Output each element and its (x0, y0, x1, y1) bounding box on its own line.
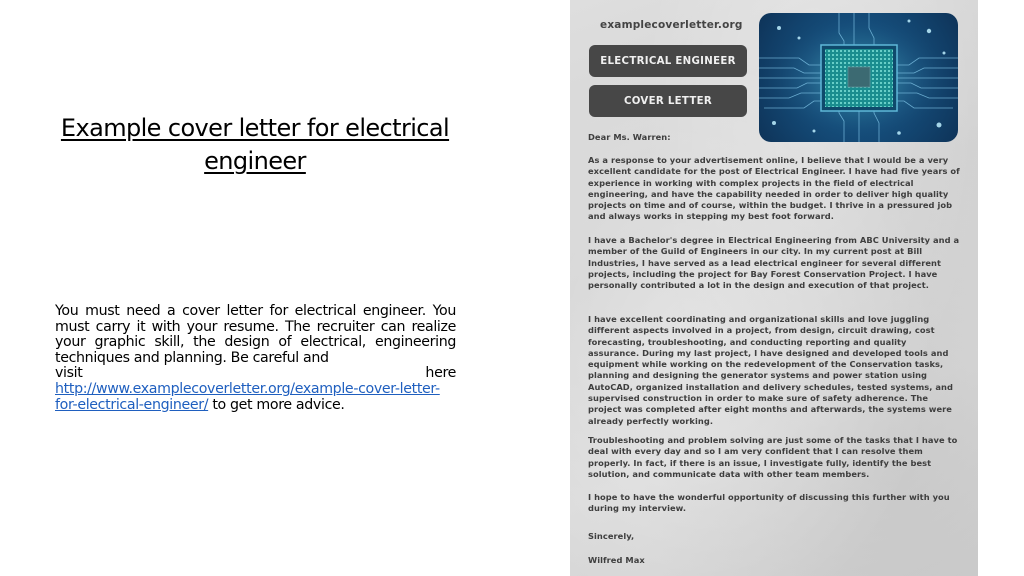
salutation: Dear Ms. Warren: (588, 132, 671, 142)
here-word: here (425, 365, 456, 382)
circuit-chip-icon (759, 13, 958, 142)
visit-word: visit (55, 365, 83, 382)
slide-body (55, 304, 456, 413)
letter-paragraph-5: I hope to have the wonderful opportunity of discussing this further with you during my interview. (588, 492, 950, 514)
letter-paragraph-1: As a response to your advertisement online, I believe that I would be a very excellent candidate for the post of Electrical Engineer. I have had five years of experience in working with complex projects in the field of electrical engineering, and have the capability needed in order to deliver high quality projects on time and of course, within the budget. I thrive in a pressured job and always works in stepping my best foot forward. (588, 155, 960, 222)
badge-electrical-engineer: ELECTRICAL ENGINEER (589, 45, 747, 77)
letter-paragraph-2: I have a Bachelor's degree in Electrical Engineering from ABC University and a member of the Guild of Engineers in our city. In my current post at Bill Industries, I have served as a lead electrical engineer for several different projects, including the project for Bay Forest Conservation Project. I have personally contributed a lot in the design and execution of that project. (588, 235, 960, 291)
slide-title: Example cover letter for electrical engineer (60, 114, 450, 175)
closing: Sincerely, (588, 531, 635, 541)
advice-link[interactable]: http://www.examplecoverletter.org/example-cover-letter-for-electrical-engineer/ (55, 380, 440, 413)
letter-paragraph-4: Troubleshooting and problem solving are just some of the tasks that I have to deal with every day and so I am very confident that I can resolve them properly. In fact, if there is an issue, I investigate fully, identify the best solution, and communicate data with other team members. (588, 435, 958, 479)
signature: Wilfred Max (588, 555, 645, 565)
letter-paragraph-3: I have excellent coordinating and organizational skills and love juggling different aspects involved in a project, from design, circuit drawing, cost forecasting, troubleshooting, and conducting reporting and quality assurance. During my last project, I have designed and developed tools and equipment while working on the redevelopment of the Conservation tasks, planning and designing the generator systems and power station using AutoCAD, organized installation and delivery schedules, tested systems, and supervised construction in order to make sure of safety adherence. The project was completed after eight months and afterwards, the systems were already perfectly working. (588, 314, 953, 426)
cover-letter-image (570, 0, 978, 576)
link-suffix: to get more advice. (208, 396, 345, 413)
badge-cover-letter: COVER LETTER (589, 85, 747, 117)
visit-line (55, 366, 456, 382)
site-name: examplecoverletter.org (600, 19, 743, 31)
body-text: You must need a cover letter for electrical engineer. You must carry it with your resume. The recruiter can realize your graphic skill, the design of electrical, engineering techniques and planning. Be careful and (55, 303, 456, 366)
